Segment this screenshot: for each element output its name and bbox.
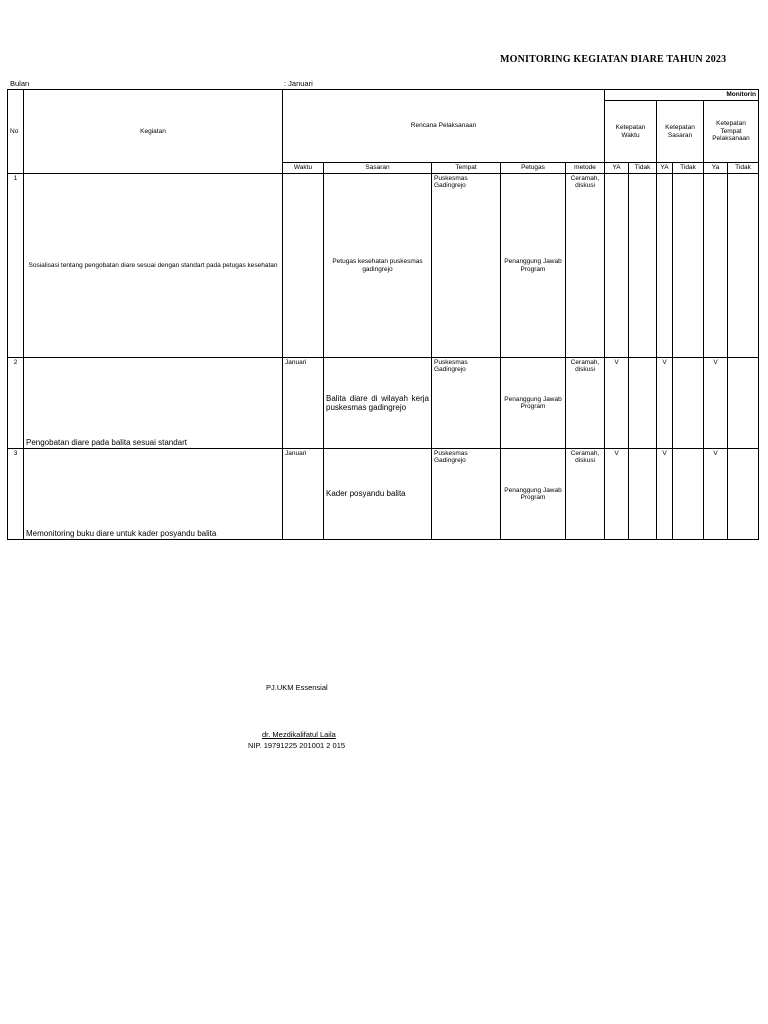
signature-name: dr. Mezdikalifatul Laila — [262, 730, 336, 739]
row-waktu: Januari — [283, 358, 324, 449]
row-ya-waktu — [605, 174, 629, 358]
row-ya-waktu: V — [605, 449, 629, 540]
header-ketepatan-tempat: Ketepatan Tempat Pelaksanaan — [704, 101, 759, 163]
row-metode: Ceramah, diskusi — [566, 358, 605, 449]
header-monitoring: Monitorin — [605, 90, 759, 101]
row-tidak-sasaran — [673, 358, 704, 449]
row-waktu — [283, 174, 324, 358]
table-row — [8, 449, 759, 540]
row-petugas: Penanggung Jawab Program — [501, 358, 566, 449]
row-tidak-waktu — [629, 174, 657, 358]
bulan-label: Bulan — [10, 79, 30, 88]
row-no: 3 — [8, 449, 24, 540]
header-tidak-sasaran: Tidak — [673, 163, 704, 174]
row-kegiatan: Memonitoring buku diare untuk kader posyandu balita — [24, 449, 283, 540]
header-ya-waktu: YA — [605, 163, 629, 174]
header-tempat: Tempat — [432, 163, 501, 174]
document-title: MONITORING KEGIATAN DIARE TAHUN 2023 — [500, 54, 727, 65]
header-tidak-tempat: Tidak — [728, 163, 759, 174]
row-petugas: Penanggung Jawab Program — [501, 174, 566, 358]
row-no: 2 — [8, 358, 24, 449]
signature-nip: NIP. 19791225 201001 2 015 — [248, 741, 346, 750]
header-petugas: Petugas — [501, 163, 566, 174]
header-metode: metode — [566, 163, 605, 174]
header-ketepatan-waktu: Ketepatan Waktu — [605, 101, 657, 163]
row-sasaran: Kader posyandu balita — [324, 449, 432, 540]
row-tidak-sasaran — [673, 174, 704, 358]
header-kegiatan: Kegiatan — [24, 90, 283, 174]
row-petugas: Penanggung Jawab Program — [501, 449, 566, 540]
row-kegiatan: Sosialisasi tentang pengobatan diare sesuai dengan standart pada petugas kesehatan — [24, 174, 283, 358]
row-tidak-tempat — [728, 358, 759, 449]
row-tempat: Puskesmas Gadingrejo — [432, 358, 501, 449]
header-ya-sasaran: YA — [657, 163, 673, 174]
row-sasaran: Petugas kesehatan puskesmas gadingrejo — [324, 174, 432, 358]
row-ya-waktu: V — [605, 358, 629, 449]
row-metode: Ceramah, diskusi — [566, 174, 605, 358]
row-kegiatan: Pengobatan diare pada balita sesuai standart — [24, 358, 283, 449]
row-tidak-waktu — [629, 358, 657, 449]
row-tidak-waktu — [629, 449, 657, 540]
bulan-value: : Januari — [284, 79, 313, 88]
row-waktu: Januari — [283, 449, 324, 540]
signature-role: PJ.UKM Essensial — [266, 683, 328, 692]
row-tidak-tempat — [728, 449, 759, 540]
row-metode: Ceramah, diskusi — [566, 449, 605, 540]
header-waktu: Waktu — [283, 163, 324, 174]
header-ya-tempat: Ya — [704, 163, 728, 174]
header-sasaran: Sasaran — [324, 163, 432, 174]
header-rencana-pelaksanaan: Rencana Pelaksanaan — [283, 90, 605, 163]
header-no: No — [8, 90, 24, 174]
row-tidak-tempat — [728, 174, 759, 358]
row-sasaran: Balita diare di wilayah kerja puskesmas gadingrejo — [324, 358, 432, 449]
header-tidak-waktu: Tidak — [629, 163, 657, 174]
row-ya-tempat: V — [704, 358, 728, 449]
row-tempat: Puskesmas Gadingrejo — [432, 449, 501, 540]
table-row — [8, 358, 759, 449]
row-tempat: Puskesmas Gadingrejo — [432, 174, 501, 358]
table-header-row-1 — [8, 90, 759, 101]
row-ya-tempat: V — [704, 449, 728, 540]
row-ya-sasaran: V — [657, 358, 673, 449]
row-ya-sasaran — [657, 174, 673, 358]
row-ya-sasaran: V — [657, 449, 673, 540]
row-ya-tempat — [704, 174, 728, 358]
monitoring-table — [7, 89, 759, 540]
row-tidak-sasaran — [673, 449, 704, 540]
table-row — [8, 174, 759, 358]
header-ketepatan-sasaran: Ketepatan Sasaran — [657, 101, 704, 163]
row-no: 1 — [8, 174, 24, 358]
